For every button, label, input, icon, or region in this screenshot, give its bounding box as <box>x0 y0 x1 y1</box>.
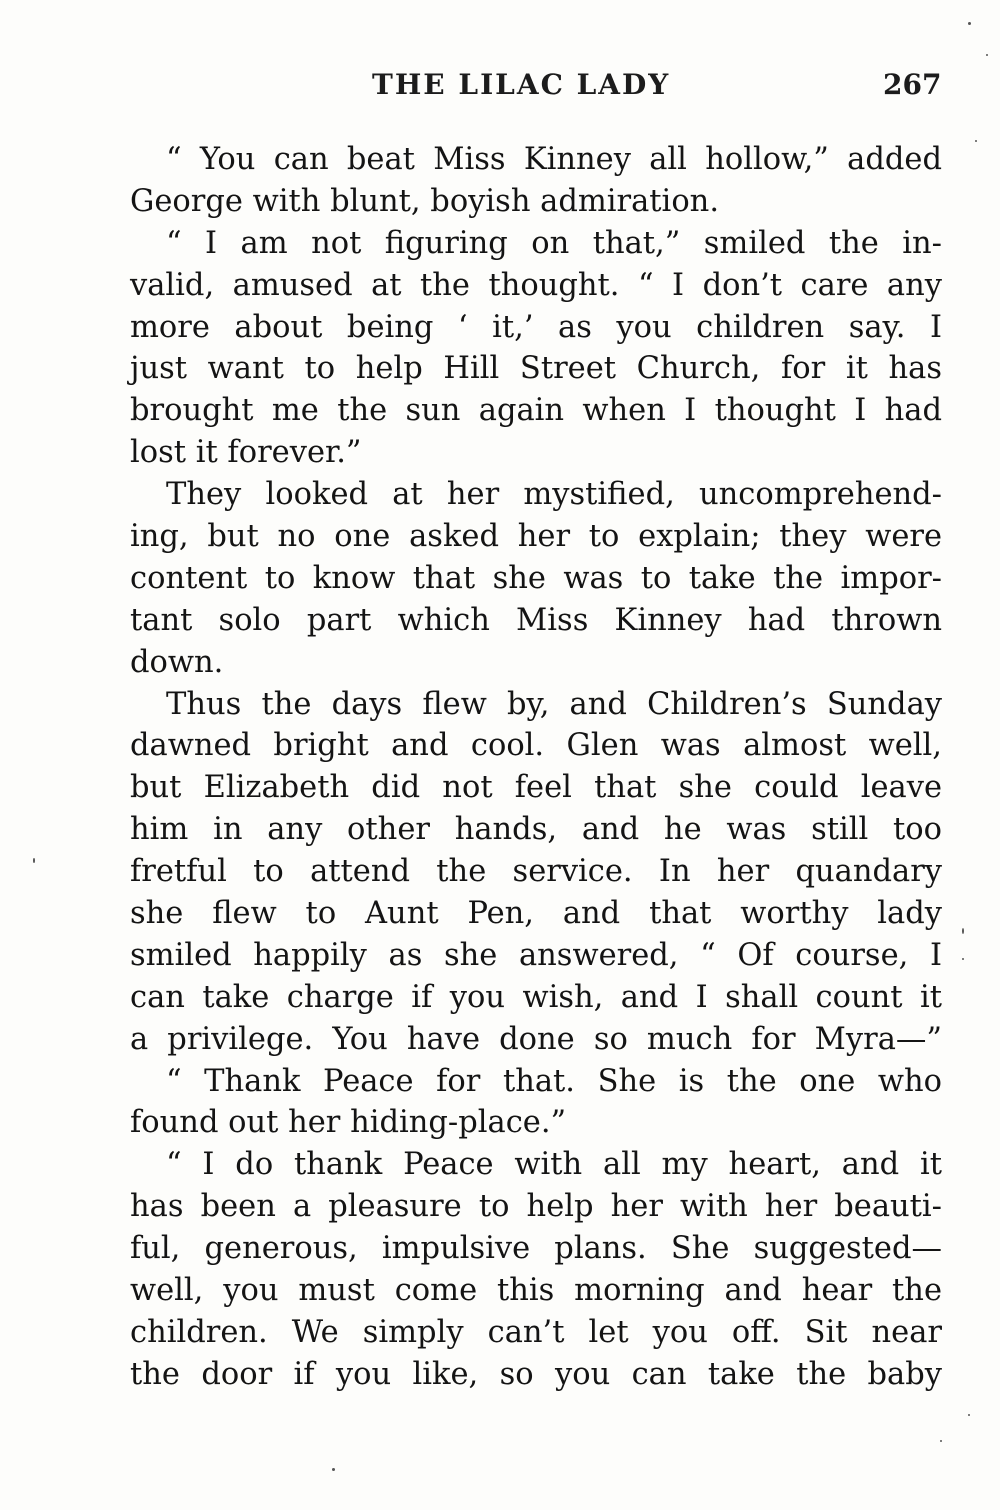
text-line: “ I do thank Peace with all my heart, and it <box>166 1147 942 1183</box>
text-line: down. <box>130 644 224 680</box>
text-line: she flew to Aunt Pen, and that worthy lady <box>130 896 942 932</box>
text-line: found out her hiding-place.” <box>130 1105 567 1141</box>
text-line: George with blunt, boyish admiration. <box>130 183 720 219</box>
scan-speck <box>968 1414 970 1416</box>
text-line: him in any other hands, and he was still too <box>130 812 942 848</box>
text-line: just want to help Hill Street Church, for it has <box>130 351 942 387</box>
scan-speck <box>33 858 35 863</box>
text-line: more about being ‘ it,’ as you children say. I <box>130 309 942 345</box>
text-line: “ Thank Peace for that. She is the one who <box>166 1063 942 1099</box>
scan-speck <box>986 54 988 56</box>
scan-speck <box>962 928 964 934</box>
text-line: children. We simply can’t let you off. Sit near <box>130 1314 942 1350</box>
text-line: “ I am not figuring on that,” smiled the in- <box>166 225 942 261</box>
text-line: dawned bright and cool. Glen was almost well, <box>130 728 942 764</box>
scan-speck <box>940 1440 942 1442</box>
scan-speck <box>968 22 971 25</box>
text-line: content to know that she was to take the impor- <box>130 560 942 596</box>
text-line: smiled happily as she answered, “ Of course, I <box>130 937 942 973</box>
text-line: but Elizabeth did not feel that she could leave <box>130 770 942 806</box>
text-line: brought me the sun again when I thought I had <box>130 393 942 429</box>
running-title: THE LILAC LADY <box>372 68 671 101</box>
text-line: a privilege. You have done so much for Myra—” <box>130 1021 942 1057</box>
scan-speck <box>975 140 977 142</box>
text-line: valid, amused at the thought. “ I don’t care any <box>130 267 942 303</box>
page-number: 267 <box>883 68 942 101</box>
text-line: well, you must come this morning and hear the <box>130 1273 942 1309</box>
page-header <box>0 62 1000 108</box>
text-line: “ You can beat Miss Kinney all hollow,” added <box>166 142 942 177</box>
text-line: lost it forever.” <box>130 435 362 471</box>
scan-speck <box>332 1468 335 1471</box>
text-line: can take charge if you wish, and I shall count it <box>130 979 942 1015</box>
text-line: ful, generous, impulsive plans. She suggested— <box>130 1231 942 1267</box>
text-line: ing, but no one asked her to explain; they were <box>130 519 942 555</box>
text-line: Thus the days flew by, and Children’s Sunday <box>166 686 942 722</box>
text-line: They looked at her mystified, uncomprehend- <box>166 477 942 513</box>
body-text <box>130 139 942 1396</box>
scan-speck <box>962 958 964 960</box>
text-line: has been a pleasure to help her with her beauti- <box>130 1189 942 1225</box>
text-line: tant solo part which Miss Kinney had thrown <box>130 602 942 638</box>
text-line: fretful to attend the service. In her quandary <box>130 854 942 890</box>
text-line: the door if you like, so you can take the baby <box>130 1356 942 1392</box>
